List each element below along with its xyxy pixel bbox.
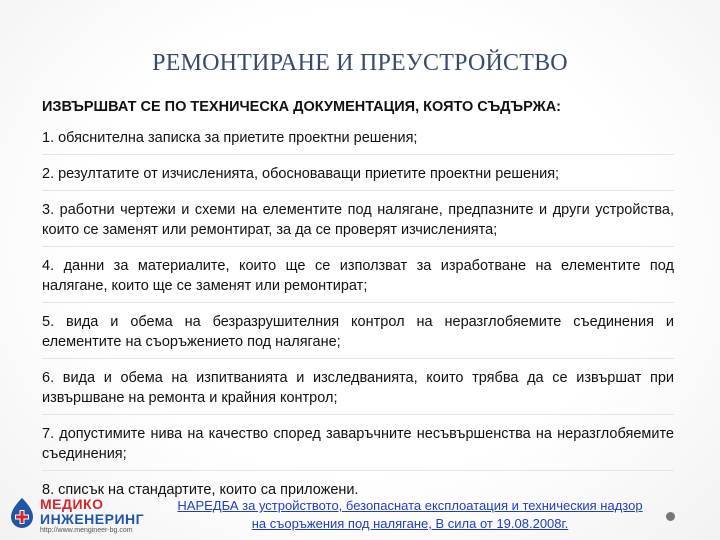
intro-heading: ИЗВЪРШВАТ СЕ ПО ТЕХНИЧЕСКА ДОКУМЕНТАЦИЯ, КОЯТО СЪДЪРЖА: (42, 99, 562, 115)
list-item: 7. допустимите нива на качество според заваръчните несъвършенства на неразглобяемите съединения; (42, 424, 674, 471)
regulation-link-line1[interactable]: НАРЕДБА за устройството, безопасната експлоатация и техническия надзор (177, 498, 643, 513)
requirements-list (42, 128, 674, 515)
logo-url: http://www.mengineer-bg.com (40, 527, 133, 534)
decorative-dot-icon (666, 512, 675, 521)
logo-text-line1: МЕДИКО (40, 496, 104, 512)
list-item: 6. вида и обема на изпитванията и изследванията, които трябва да се извършат при извършване на ремонта и крайния контрол; (42, 368, 674, 415)
logo-mark-icon (8, 496, 36, 530)
slide-title: РЕМОНТИРАНЕ И ПРЕУСТРОЙСТВО (152, 50, 568, 76)
list-item: 5. вида и обема на безразрушителния контрол на неразглобяемите съединения и елементите на съоръжението под налягане; (42, 312, 674, 359)
list-item: 4. данни за материалите, които ще се използват за изработване на елементите под налягане, които ще се заменят или ремонтират; (42, 256, 674, 303)
list-item: 3. работни чертежи и схеми на елементите под налягане, предпазните и други устройства, които се заменят или ремонтират, за да се проверят изчисленията; (42, 200, 674, 247)
list-item: 2. резултатите от изчисленията, обосноваващи приетите проектни решения; (42, 164, 674, 191)
regulation-link-line2[interactable]: на съоръжения под налягане, В сила от 19.08.2008г. (251, 516, 569, 531)
company-logo (8, 494, 148, 538)
logo-text-line2: ИНЖЕНЕРИНГ (40, 511, 145, 527)
list-item: 1. обяснителна записка за приетите проектни решения; (42, 128, 674, 155)
regulation-link[interactable] (150, 497, 670, 533)
list-item: 8. списък на стандартите, които са приложени. (42, 482, 359, 498)
